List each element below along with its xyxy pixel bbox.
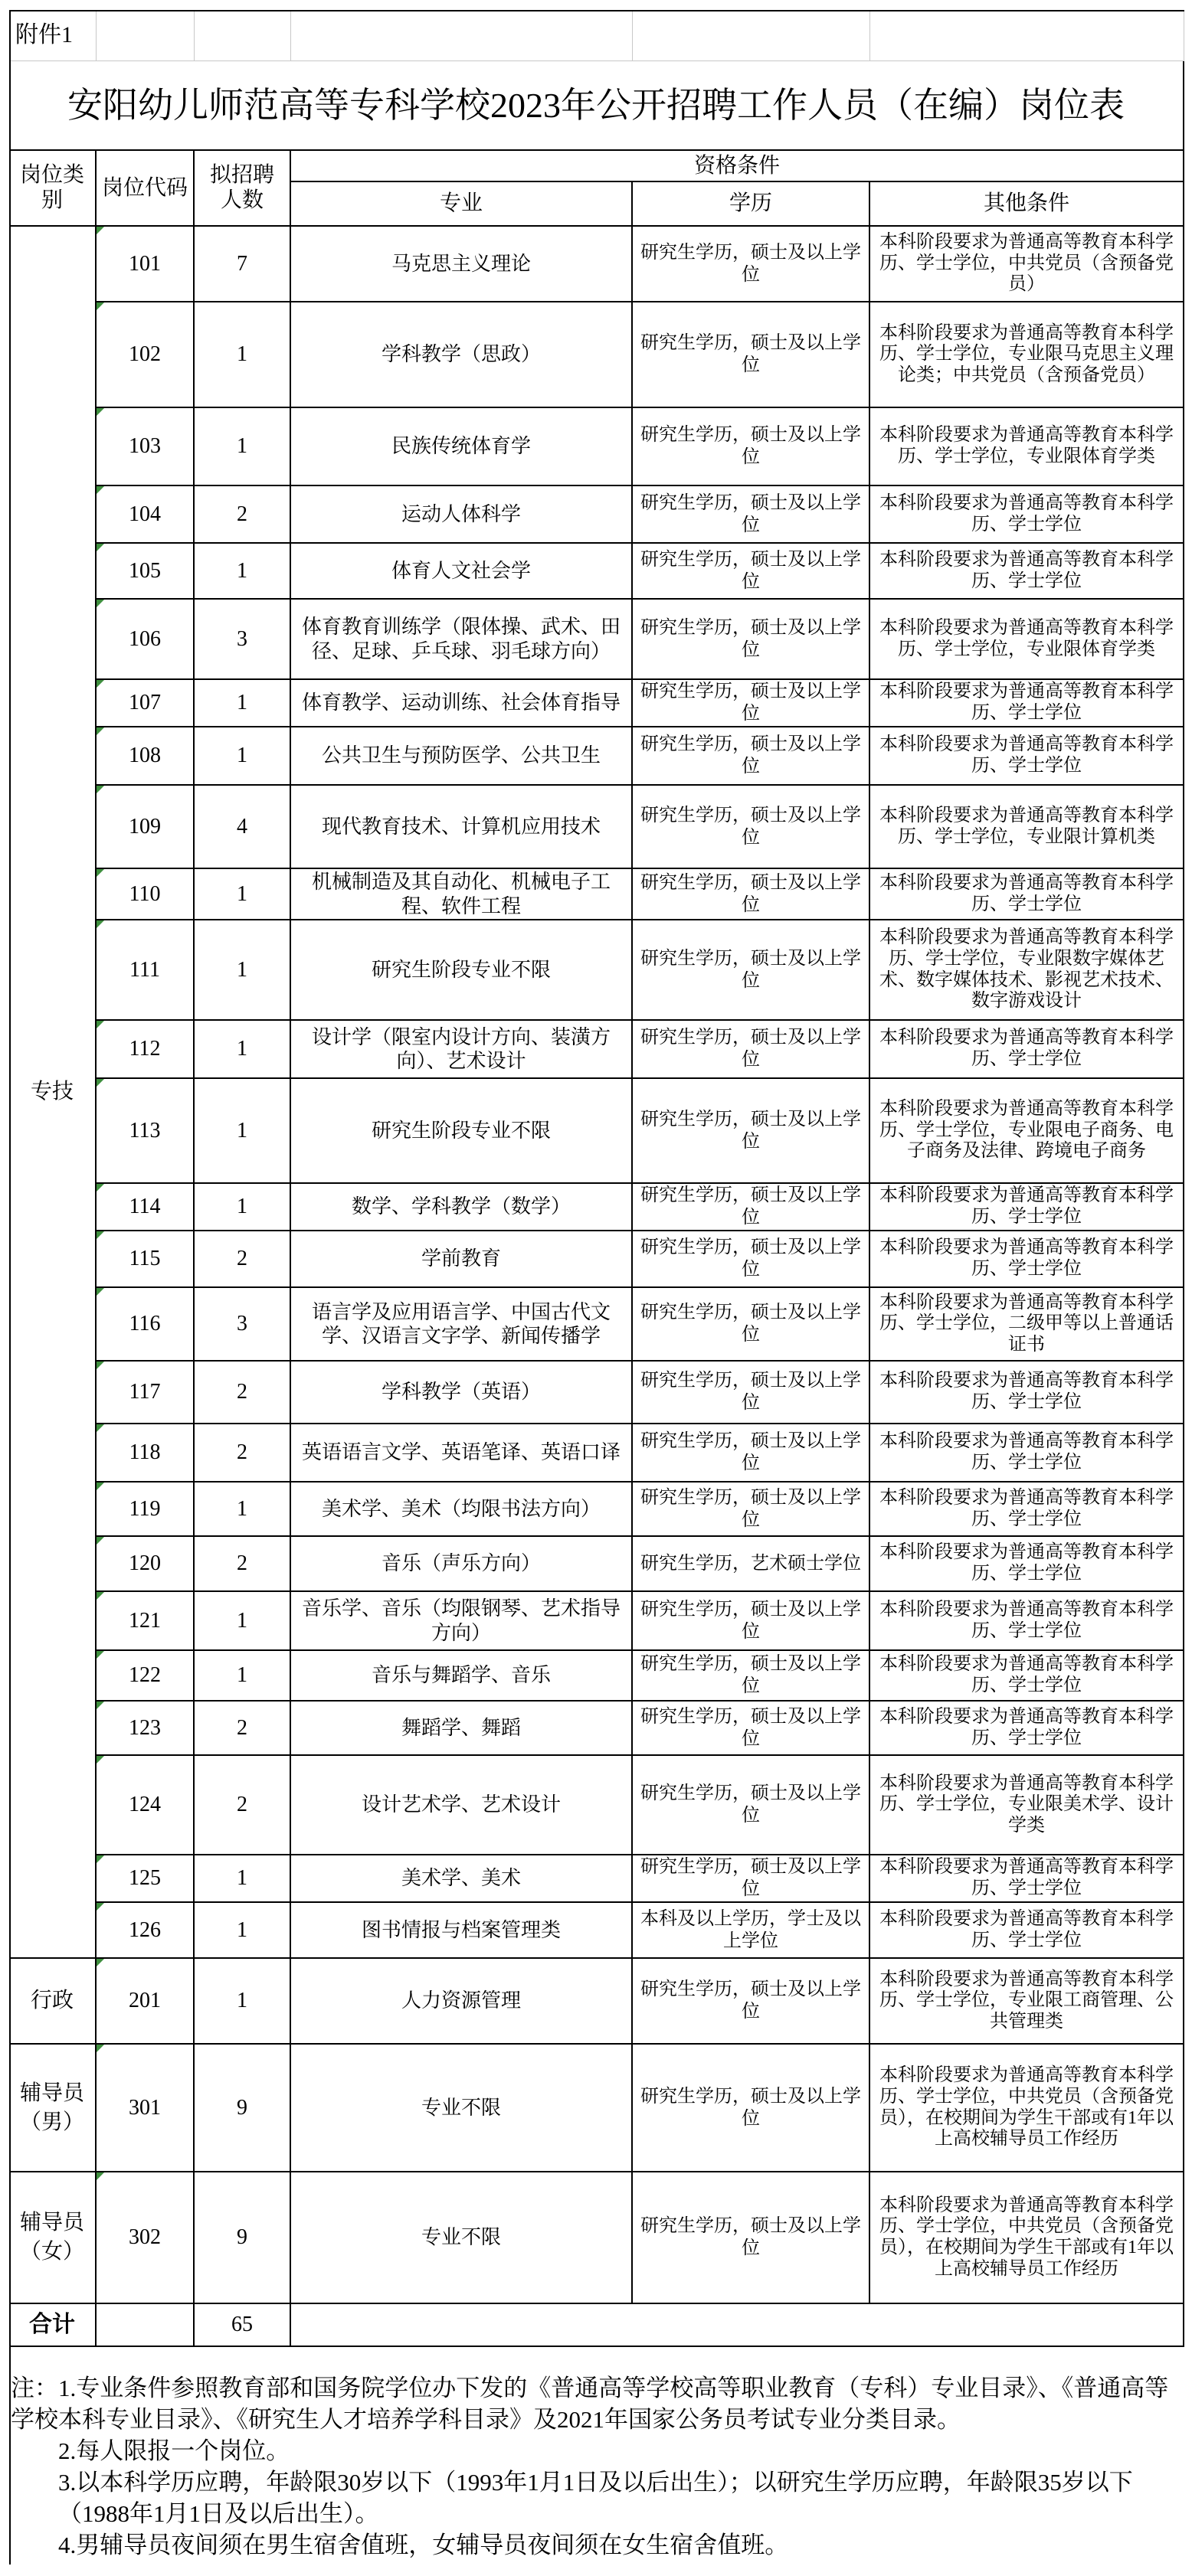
row-other: 本科阶段要求为普通高等教育本科学历、学士学位 <box>870 1903 1184 1959</box>
row-code: 109 <box>97 786 195 869</box>
row-code: 302 <box>97 2172 195 2304</box>
row-code: 124 <box>97 1756 195 1855</box>
row-code: 123 <box>97 1702 195 1756</box>
row-other: 本科阶段要求为普通高等教育本科学历、学士学位 <box>870 1855 1184 1903</box>
row-education: 研究生学历，硕士及以上学位 <box>633 1424 870 1483</box>
row-code: 110 <box>97 869 195 920</box>
row-major: 研究生阶段专业不限 <box>291 1079 633 1184</box>
row-other: 本科阶段要求为普通高等教育本科学历、学士学位，中共党员（含预备党员） <box>870 227 1184 302</box>
note-4: 4.男辅导员夜间须在男生宿舍值班，女辅导员夜间须在女生宿舍值班。 <box>58 2532 789 2558</box>
row-code: 112 <box>97 1021 195 1079</box>
row-count: 1 <box>195 1855 291 1903</box>
row-count: 1 <box>195 1959 291 2045</box>
row-major: 音乐学、音乐（均限钢琴、艺术指导方向） <box>291 1592 633 1651</box>
row-count: 1 <box>195 1592 291 1651</box>
row-count: 1 <box>195 1483 291 1537</box>
row-code: 107 <box>97 680 195 727</box>
row-code: 113 <box>97 1079 195 1184</box>
row-count: 4 <box>195 786 291 869</box>
row-count: 1 <box>195 920 291 1021</box>
row-code: 116 <box>97 1288 195 1362</box>
row-major: 公共卫生与预防医学、公共卫生 <box>291 727 633 786</box>
header-other: 其他条件 <box>870 182 1184 227</box>
row-education: 研究生学历，硕士及以上学位 <box>633 727 870 786</box>
row-education: 研究生学历，硕士及以上学位 <box>633 302 870 408</box>
row-education: 研究生学历，硕士及以上学位 <box>633 680 870 727</box>
row-other: 本科阶段要求为普通高等教育本科学历、学士学位，二级甲等以上普通话证书 <box>870 1288 1184 1362</box>
row-other: 本科阶段要求为普通高等教育本科学历、学士学位，中共党员（含预备党员），在校期间为学生干部或有1年以上高校辅导员工作经历 <box>870 2045 1184 2172</box>
row-other: 本科阶段要求为普通高等教育本科学历、学士学位 <box>870 1702 1184 1756</box>
total-count: 65 <box>195 2304 291 2347</box>
row-major: 音乐（声乐方向） <box>291 1537 633 1592</box>
row-other: 本科阶段要求为普通高等教育本科学历、学士学位，专业限美术学、设计学类 <box>870 1756 1184 1855</box>
row-major: 设计艺术学、艺术设计 <box>291 1756 633 1855</box>
row-education: 研究生学历，硕士及以上学位 <box>633 544 870 600</box>
attachment-label: 附件1 <box>9 10 97 61</box>
row-education: 研究生学历，硕士及以上学位 <box>633 1079 870 1184</box>
row-code: 101 <box>97 227 195 302</box>
row-count: 1 <box>195 1079 291 1184</box>
row-code: 301 <box>97 2045 195 2172</box>
row-count: 1 <box>195 302 291 408</box>
attachment-row-blank <box>195 10 291 61</box>
total-blank <box>291 2304 1184 2347</box>
row-other: 本科阶段要求为普通高等教育本科学历、学士学位 <box>870 1362 1184 1424</box>
row-count: 2 <box>195 1537 291 1592</box>
row-major: 音乐与舞蹈学、音乐 <box>291 1651 633 1702</box>
row-education: 研究生学历，艺术硕士学位 <box>633 1537 870 1592</box>
row-other: 本科阶段要求为普通高等教育本科学历、学士学位，专业限数字媒体艺术、数字媒体技术、影视艺术技术、数字游戏设计 <box>870 920 1184 1021</box>
header-category: 岗位类别 <box>9 151 97 227</box>
row-count: 1 <box>195 1021 291 1079</box>
row-count: 7 <box>195 227 291 302</box>
row-education: 研究生学历，硕士及以上学位 <box>633 1756 870 1855</box>
row-education: 研究生学历，硕士及以上学位 <box>633 786 870 869</box>
row-education: 研究生学历，硕士及以上学位 <box>633 920 870 1021</box>
row-other: 本科阶段要求为普通高等教育本科学历、学士学位，专业限工商管理、公共管理类 <box>870 1959 1184 2045</box>
attachment-row-blank <box>291 10 633 61</box>
row-other: 本科阶段要求为普通高等教育本科学历、学士学位，专业限马克思主义理论类；中共党员（含预备党员） <box>870 302 1184 408</box>
row-code: 108 <box>97 727 195 786</box>
row-education: 研究生学历，硕士及以上学位 <box>633 1021 870 1079</box>
row-other: 本科阶段要求为普通高等教育本科学历、学士学位，专业限电子商务、电子商务及法律、跨境电子商务 <box>870 1079 1184 1184</box>
row-code: 105 <box>97 544 195 600</box>
row-code: 114 <box>97 1184 195 1231</box>
row-other: 本科阶段要求为普通高等教育本科学历、学士学位 <box>870 680 1184 727</box>
note-3: 3.以本科学历应聘，年龄限30岁以下（1993年1月1日及以后出生）；以研究生学历应聘，年龄限35岁以下（1988年1月1日及以后出生）。 <box>58 2469 1133 2527</box>
row-count: 2 <box>195 1231 291 1288</box>
row-count: 1 <box>195 1651 291 1702</box>
row-other: 本科阶段要求为普通高等教育本科学历、学士学位 <box>870 1537 1184 1592</box>
row-count: 1 <box>195 869 291 920</box>
row-education: 研究生学历，硕士及以上学位 <box>633 869 870 920</box>
row-code: 120 <box>97 1537 195 1592</box>
row-count: 3 <box>195 600 291 680</box>
row-other: 本科阶段要求为普通高等教育本科学历、学士学位，专业限体育学类 <box>870 600 1184 680</box>
row-other: 本科阶段要求为普通高等教育本科学历、学士学位 <box>870 1592 1184 1651</box>
row-code: 121 <box>97 1592 195 1651</box>
row-count: 9 <box>195 2045 291 2172</box>
attachment-row-blank <box>870 10 1184 61</box>
row-other: 本科阶段要求为普通高等教育本科学历、学士学位，专业限体育学类 <box>870 408 1184 486</box>
row-other: 本科阶段要求为普通高等教育本科学历、学士学位 <box>870 1483 1184 1537</box>
row-major: 美术学、美术 <box>291 1855 633 1903</box>
total-blank <box>97 2304 195 2347</box>
row-count: 2 <box>195 1362 291 1424</box>
header-major: 专业 <box>291 182 633 227</box>
row-education: 研究生学历，硕士及以上学位 <box>633 227 870 302</box>
row-code: 122 <box>97 1651 195 1702</box>
header-code: 岗位代码 <box>97 151 195 227</box>
row-education: 研究生学历，硕士及以上学位 <box>633 1592 870 1651</box>
category-cell: 专技 <box>9 227 97 1959</box>
row-code: 201 <box>97 1959 195 2045</box>
row-other: 本科阶段要求为普通高等教育本科学历、学士学位，中共党员（含预备党员），在校期间为学生干部或有1年以上高校辅导员工作经历 <box>870 2172 1184 2304</box>
row-education: 研究生学历，硕士及以上学位 <box>633 1362 870 1424</box>
row-major: 学前教育 <box>291 1231 633 1288</box>
row-education: 研究生学历，硕士及以上学位 <box>633 1959 870 2045</box>
row-education: 研究生学历，硕士及以上学位 <box>633 1231 870 1288</box>
row-code: 111 <box>97 920 195 1021</box>
row-code: 104 <box>97 486 195 544</box>
row-education: 研究生学历，硕士及以上学位 <box>633 2172 870 2304</box>
notes-section <box>11 2372 1181 2561</box>
row-major: 英语语言文学、英语笔译、英语口译 <box>291 1424 633 1483</box>
row-code: 119 <box>97 1483 195 1537</box>
row-count: 2 <box>195 486 291 544</box>
row-major: 专业不限 <box>291 2172 633 2304</box>
total-label: 合计 <box>9 2304 97 2347</box>
row-other: 本科阶段要求为普通高等教育本科学历、学士学位 <box>870 486 1184 544</box>
row-code: 102 <box>97 302 195 408</box>
row-education: 研究生学历，硕士及以上学位 <box>633 1483 870 1537</box>
row-code: 115 <box>97 1231 195 1288</box>
row-major: 图书情报与档案管理类 <box>291 1903 633 1959</box>
row-major: 学科教学（英语） <box>291 1362 633 1424</box>
row-count: 1 <box>195 680 291 727</box>
row-other: 本科阶段要求为普通高等教育本科学历、学士学位 <box>870 1184 1184 1231</box>
row-major: 马克思主义理论 <box>291 227 633 302</box>
row-major: 设计学（限室内设计方向、装潢方向）、艺术设计 <box>291 1021 633 1079</box>
row-other: 本科阶段要求为普通高等教育本科学历、学士学位 <box>870 544 1184 600</box>
row-other: 本科阶段要求为普通高等教育本科学历、学士学位 <box>870 869 1184 920</box>
row-major: 现代教育技术、计算机应用技术 <box>291 786 633 869</box>
row-other: 本科阶段要求为普通高等教育本科学历、学士学位 <box>870 1424 1184 1483</box>
row-education: 研究生学历，硕士及以上学位 <box>633 600 870 680</box>
row-other: 本科阶段要求为普通高等教育本科学历、学士学位 <box>870 727 1184 786</box>
row-count: 9 <box>195 2172 291 2304</box>
row-major: 人力资源管理 <box>291 1959 633 2045</box>
row-major: 研究生阶段专业不限 <box>291 920 633 1021</box>
note-2: 2.每人限报一个岗位。 <box>58 2437 290 2464</box>
row-other: 本科阶段要求为普通高等教育本科学历、学士学位 <box>870 1021 1184 1079</box>
row-major: 舞蹈学、舞蹈 <box>291 1702 633 1756</box>
row-major: 数学、学科教学（数学） <box>291 1184 633 1231</box>
page-title: 安阳幼儿师范高等专科学校2023年公开招聘工作人员（在编）岗位表 <box>9 61 1184 151</box>
row-education: 研究生学历，硕士及以上学位 <box>633 486 870 544</box>
header-qualifications: 资格条件 <box>291 151 1184 182</box>
row-major: 专业不限 <box>291 2045 633 2172</box>
row-code: 103 <box>97 408 195 486</box>
row-major: 机械制造及其自动化、机械电子工程、软件工程 <box>291 869 633 920</box>
row-code: 118 <box>97 1424 195 1483</box>
row-count: 3 <box>195 1288 291 1362</box>
row-count: 1 <box>195 727 291 786</box>
row-code: 125 <box>97 1855 195 1903</box>
row-major: 运动人体科学 <box>291 486 633 544</box>
row-count: 2 <box>195 1756 291 1855</box>
row-major: 体育教育训练学（限体操、武术、田径、足球、乒乓球、羽毛球方向） <box>291 600 633 680</box>
row-major: 学科教学（思政） <box>291 302 633 408</box>
row-count: 1 <box>195 544 291 600</box>
row-major: 民族传统体育学 <box>291 408 633 486</box>
category-cell: 辅导员（女） <box>9 2172 97 2304</box>
row-count: 1 <box>195 1184 291 1231</box>
row-count: 2 <box>195 1702 291 1756</box>
row-major: 体育教学、运动训练、社会体育指导 <box>291 680 633 727</box>
row-code: 106 <box>97 600 195 680</box>
row-education: 研究生学历，硕士及以上学位 <box>633 1184 870 1231</box>
row-major: 语言学及应用语言学、中国古代文学、汉语言文字学、新闻传播学 <box>291 1288 633 1362</box>
category-cell: 辅导员（男） <box>9 2045 97 2172</box>
attachment-row-blank <box>97 10 195 61</box>
row-education: 研究生学历，硕士及以上学位 <box>633 1651 870 1702</box>
row-major: 体育人文社会学 <box>291 544 633 600</box>
row-education: 本科及以上学历，学士及以上学位 <box>633 1903 870 1959</box>
row-other: 本科阶段要求为普通高等教育本科学历、学士学位 <box>870 1231 1184 1288</box>
row-education: 研究生学历，硕士及以上学位 <box>633 408 870 486</box>
header-education: 学历 <box>633 182 870 227</box>
row-other: 本科阶段要求为普通高等教育本科学历、学士学位 <box>870 1651 1184 1702</box>
row-code: 117 <box>97 1362 195 1424</box>
note-1: 注：1.专业条件参照教育部和国务院学位办下发的《普通高等学校高等职业教育（专科）专业目录》、《普通高等学校本科专业目录》、《研究生人才培养学科目录》及2021年国家公务员考试专业分类目录。 <box>11 2375 1169 2433</box>
category-cell: 行政 <box>9 1959 97 2045</box>
row-education: 研究生学历，硕士及以上学位 <box>633 2045 870 2172</box>
row-education: 研究生学历，硕士及以上学位 <box>633 1288 870 1362</box>
row-other: 本科阶段要求为普通高等教育本科学历、学士学位，专业限计算机类 <box>870 786 1184 869</box>
row-count: 1 <box>195 408 291 486</box>
row-major: 美术学、美术（均限书法方向） <box>291 1483 633 1537</box>
attachment-row-blank <box>633 10 870 61</box>
row-code: 126 <box>97 1903 195 1959</box>
row-count: 1 <box>195 1903 291 1959</box>
row-education: 研究生学历，硕士及以上学位 <box>633 1702 870 1756</box>
header-count: 拟招聘人数 <box>195 151 291 227</box>
row-count: 2 <box>195 1424 291 1483</box>
row-education: 研究生学历，硕士及以上学位 <box>633 1855 870 1903</box>
